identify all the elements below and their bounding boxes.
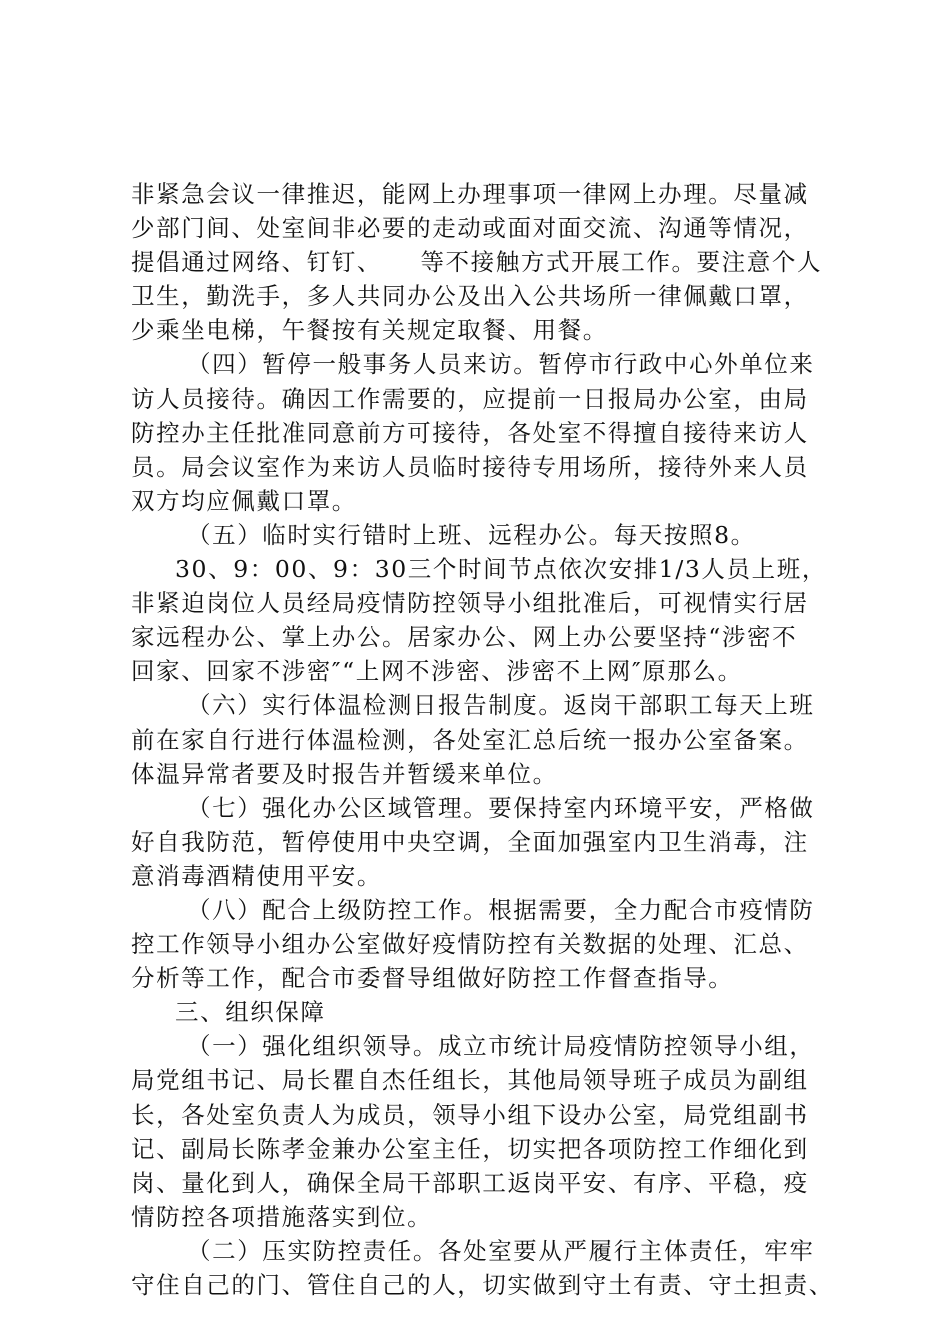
paragraph-start-line: （六）实行体温检测日报告制度。返岗干部职工每天上班 xyxy=(187,691,815,720)
text-line: 防控办主任批准同意前方可接待，各处室不得擅自接待来访人 xyxy=(131,418,809,447)
text-line: 好自我防范，暂停使用中央空调，全面加强室内卫生消毒，注 xyxy=(131,827,809,856)
text-line: 体温异常者要及时报告并暂缓来单位。 xyxy=(131,759,558,788)
text-line: 岗、量化到人，确保全局干部职工返岗平安、有序、平稳，疫 xyxy=(131,1168,809,1197)
paragraph-start-line: （二）压实防控责任。各处室要从严履行主体责任，牢牢 xyxy=(187,1236,815,1265)
paragraph-start-line: （一）强化组织领导。成立市统计局疫情防控领导小组， xyxy=(187,1032,815,1061)
text-line: 30、9：00、9：30三个时间节点依次安排1/3人员上班， xyxy=(175,555,827,584)
text-line: 提倡通过网络、钉钉、 等不接触方式开展工作。要注意个人 xyxy=(131,248,823,277)
text-line: 非紧迫岗位人员经局疫情防控领导小组批准后，可视情实行居 xyxy=(131,589,809,618)
text-line: 回家、回家不涉密″“上网不涉密、涉密不上网″原那么。 xyxy=(131,657,743,686)
text-line: 意消毒酒精使用平安。 xyxy=(131,861,382,890)
text-line: 员。局会议室作为来访人员临时接待专用场所，接待外来人员 xyxy=(131,452,809,481)
text-line: 访人员接待。确因工作需要的，应提前一日报局办公室，由局 xyxy=(131,384,809,413)
paragraph-start-line: （七）强化办公区域管理。要保持室内环境平安，严格做 xyxy=(187,793,815,822)
text-line: 非紧急会议一律推迟，能网上办理事项一律网上办理。尽量减 xyxy=(131,180,809,208)
text-line: 局党组书记、局长瞿自杰任组长，其他局领导班子成员为副组 xyxy=(131,1066,809,1095)
text-line: 少乘坐电梯，午餐按有关规定取餐、用餐。 xyxy=(131,316,608,345)
paragraph-start-line: （八）配合上级防控工作。根据需要，全力配合市疫情防 xyxy=(187,895,815,924)
text-line: 卫生，勤洗手，多人共同办公及出入公共场所一律佩戴口罩， xyxy=(131,282,809,311)
section-heading: 三、组织保障 xyxy=(175,998,326,1027)
paragraph-start-line: （四）暂停一般事务人员来访。暂停市行政中心外单位来 xyxy=(187,350,815,379)
text-line: 记、副局长陈孝金兼办公室主任，切实把各项防控工作细化到 xyxy=(131,1134,809,1163)
text-line: 双方均应佩戴口罩。 xyxy=(131,486,357,515)
text-line: 少部门间、处室间非必要的走动或面对面交流、沟通等情况， xyxy=(131,214,809,243)
text-line: 前在家自行进行体温检测，各处室汇总后统一报办公室备案。 xyxy=(131,725,809,754)
text-line: 家远程办公、掌上办公。居家办公、网上办公要坚持“涉密不 xyxy=(131,623,798,652)
text-line: 长，各处室负责人为成员，领导小组下设办公室，局党组副书 xyxy=(131,1100,809,1129)
text-line: 情防控各项措施落实到位。 xyxy=(131,1202,433,1231)
text-line: 守住自己的门、管住自己的人，切实做到守土有责、守土担责、 xyxy=(131,1271,834,1299)
paragraph-start-line: （五）临时实行错时上班、远程办公。每天按照8。 xyxy=(187,520,756,549)
document-body xyxy=(131,177,834,1302)
text-line: 分析等工作，配合市委督导组做好防控工作督查指导。 xyxy=(131,964,734,993)
text-line: 控工作领导小组办公室做好疫情防控有关数据的处理、汇总、 xyxy=(131,930,809,959)
